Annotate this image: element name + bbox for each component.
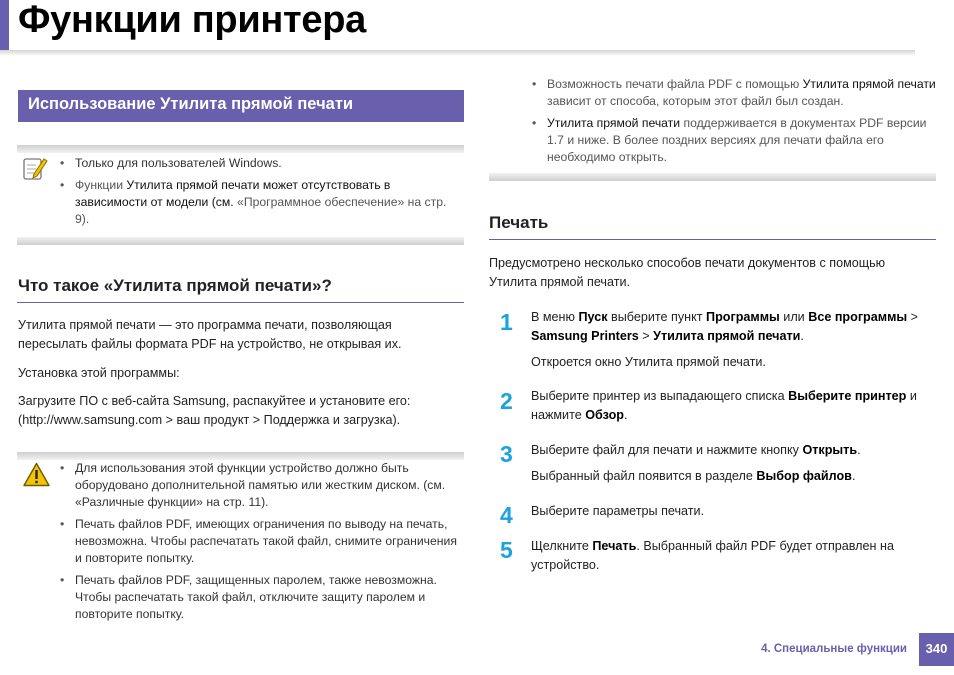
caution-item: • Печать файлов PDF, защищенных паролем, также невозможна. Чтобы распечатать такой файл, отключите защиту паролем и повторите попытку.: [59, 572, 464, 623]
right-note-box: [531, 76, 936, 171]
step-number: 2: [500, 388, 513, 414]
section-banner: Использование Утилита прямой печати: [18, 90, 464, 122]
note-top-bar: [17, 145, 464, 153]
title-divider: [0, 50, 915, 56]
note-bottom-bar: [17, 237, 464, 245]
note-item: • Функции Утилита прямой печати может отсутствовать в зависимости от модели (см. «Программное обеспечение» на стр. 9).: [59, 177, 454, 228]
print-heading: Печать: [489, 213, 549, 232]
step-text: Выберите принтер из выпадающего списка Выберите принтер и нажмите Обзор.: [531, 389, 917, 422]
note-box-1: [59, 155, 454, 233]
footer-chapter: 4. Специальные функции: [761, 643, 907, 655]
right-note-bottom-bar: [489, 173, 936, 181]
step-number: 1: [500, 309, 513, 335]
note-item: • Только для пользователей Windows.: [59, 155, 454, 172]
step-text: Щелкните Печать. Выбранный файл PDF будет отправлен на устройство.: [531, 539, 894, 572]
title-accent-bar: [0, 0, 9, 52]
caution-top-bar: [17, 452, 464, 460]
warning-triangle-icon: [23, 462, 50, 492]
note-item: • Утилита прямой печати поддерживается в документах PDF версии 1.7 и ниже. В более поздних версиях для печати файла его необходимо открыть.: [531, 115, 936, 166]
what-heading: Что такое «Утилита прямой печати»?: [18, 276, 332, 295]
caution-item: • Для использования этой функции устройство должно быть оборудовано дополнительной памятью или жестким диском. (см. «Различные функции» на стр. 11).: [59, 460, 464, 511]
link-software[interactable]: «Программное обеспечение» на стр. 9).: [75, 195, 447, 226]
step-number: 4: [500, 502, 513, 528]
step-subtext: Выбранный файл появится в разделе Выбор файлов.: [531, 469, 856, 483]
page-title: Функции принтера: [18, 0, 366, 41]
step-number: 5: [500, 537, 513, 563]
note-item: • Возможность печати файла PDF с помощью Утилита прямой печати зависит от способа, которым этот файл был создан.: [531, 76, 936, 110]
step-text: Выберите файл для печати и нажмите кнопку Открыть.: [531, 443, 861, 457]
page-number-badge: 340: [919, 633, 954, 666]
step-text: В меню Пуск выберите пункт Программы или Все программы > Samsung Printers > Утилита прямой печати.: [531, 310, 919, 343]
print-intro: Предусмотрено несколько способов печати документов с помощью Утилита прямой печати.: [489, 256, 886, 289]
caution-box: [59, 460, 464, 628]
step-subtext: Откроется окно Утилита прямой печати.: [531, 355, 766, 369]
heading-rule: [17, 302, 464, 303]
step-text: Выберите параметры печати.: [531, 504, 705, 518]
install-label: Установка этой программы:: [18, 366, 180, 380]
download-paragraph: Загрузите ПО с веб-сайта Samsung, распакуйтее и установите его: (http://www.samsung.com > ваш продукт > Поддержка и загрузка).: [18, 394, 411, 427]
description-paragraph: Утилита прямой печати — это программа печати, позволяющая пересылать файлы формата PDF на устройство, не открывая их.: [18, 318, 402, 351]
step-number: 3: [500, 441, 513, 467]
caution-item: • Печать файлов PDF, имеющих ограничения по выводу на печать, невозможна. Чтобы распечатать такой файл, снимите ограничения и повторите попытку.: [59, 516, 464, 567]
heading-rule: [489, 239, 936, 240]
note-pencil-icon: [22, 155, 48, 186]
